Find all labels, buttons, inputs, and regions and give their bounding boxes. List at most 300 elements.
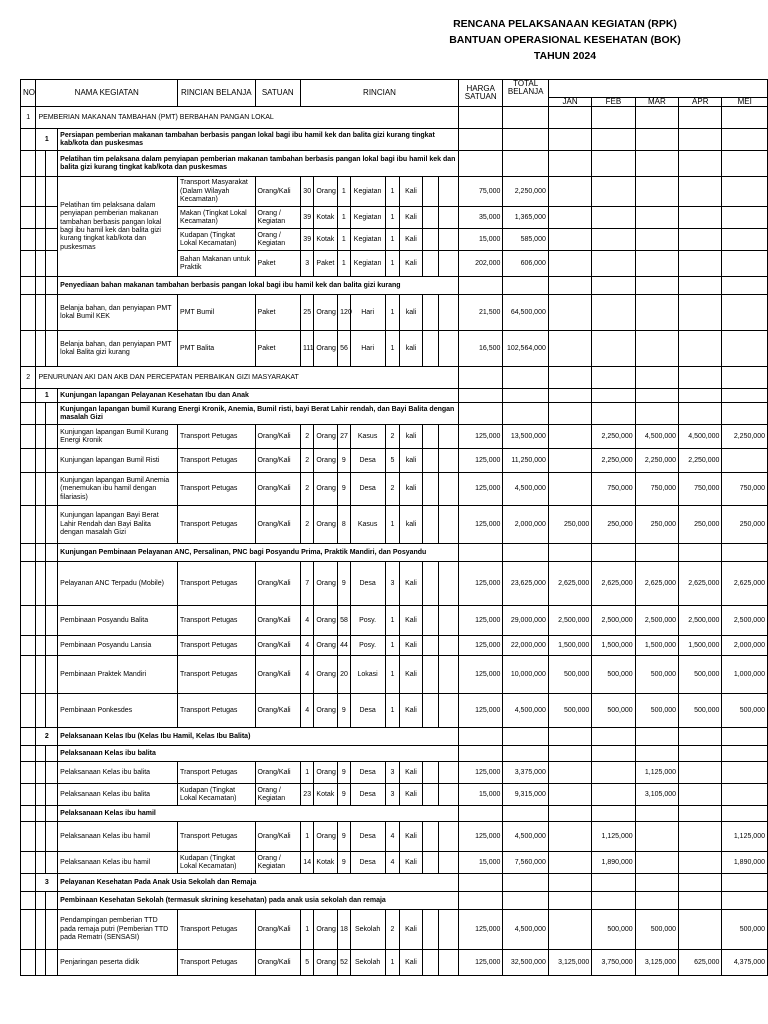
empty-cell (422, 910, 439, 950)
total-belanja: 102,564,000 (503, 331, 548, 367)
month-mei (722, 449, 768, 473)
kegiatan-name: Penjaringan peserta didik (58, 950, 178, 976)
empty-cell (439, 449, 459, 473)
empty-cell (503, 403, 548, 425)
empty-cell (21, 892, 36, 910)
empty-cell (635, 389, 678, 403)
month-mar (635, 207, 678, 229)
qty-3: 1 (385, 506, 399, 544)
empty-cell (21, 874, 36, 892)
table-row (21, 331, 768, 367)
qty-2: 9 (338, 822, 350, 852)
unit-1: Orang (314, 449, 338, 473)
empty-cell (45, 425, 57, 449)
harga-satuan: 75,000 (459, 177, 503, 207)
header-rincian-belanja: RINCIAN BELANJA (178, 80, 255, 107)
qty-1: 23 (300, 784, 313, 806)
empty-cell (548, 151, 591, 177)
qty-2: 9 (338, 852, 350, 874)
empty-cell (722, 129, 768, 151)
empty-cell (422, 425, 439, 449)
kegiatan-name: Kunjungan lapangan Bumil Risti (58, 449, 178, 473)
qty-1: 14 (300, 852, 313, 874)
empty-cell (36, 331, 45, 367)
empty-cell (36, 403, 45, 425)
empty-cell (21, 852, 36, 874)
month-mar: 500,000 (635, 910, 678, 950)
satuan: Paket (255, 251, 300, 277)
month-feb: 2,500,000 (592, 606, 635, 636)
month-mei: 2,250,000 (722, 425, 768, 449)
qty-3: 2 (385, 910, 399, 950)
unit-2: Posy. (350, 636, 385, 656)
satuan: Orang/Kali (255, 177, 300, 207)
month-mei (722, 207, 768, 229)
satuan: Orang/Kali (255, 473, 300, 506)
month-feb: 2,625,000 (592, 562, 635, 606)
table-body (21, 107, 768, 976)
harga-satuan: 125,000 (459, 506, 503, 544)
unit-3: kali (400, 425, 423, 449)
empty-cell (592, 544, 635, 562)
harga-satuan: 125,000 (459, 473, 503, 506)
empty-cell (679, 389, 722, 403)
unit-3: Kali (400, 656, 423, 694)
qty-3: 3 (385, 784, 399, 806)
empty-cell (503, 806, 548, 822)
qty-3: 3 (385, 762, 399, 784)
unit-3: Kali (400, 950, 423, 976)
empty-cell (722, 544, 768, 562)
month-jan: 1,500,000 (548, 636, 591, 656)
empty-cell (503, 389, 548, 403)
empty-cell (592, 129, 635, 151)
unit-1: Orang (314, 694, 338, 728)
qty-3: 5 (385, 449, 399, 473)
empty-cell (635, 277, 678, 295)
empty-cell (439, 506, 459, 544)
empty-cell (21, 694, 36, 728)
empty-cell (21, 910, 36, 950)
month-mar: 1,500,000 (635, 636, 678, 656)
month-apr: 500,000 (679, 656, 722, 694)
table-row (21, 852, 768, 874)
empty-cell (503, 367, 548, 389)
month-mar: 750,000 (635, 473, 678, 506)
unit-3: kali (400, 506, 423, 544)
empty-cell (21, 950, 36, 976)
harga-satuan: 125,000 (459, 606, 503, 636)
empty-cell (36, 207, 45, 229)
month-mei: 1,000,000 (722, 656, 768, 694)
month-mei (722, 762, 768, 784)
month-apr (679, 207, 722, 229)
total-belanja: 22,000,000 (503, 636, 548, 656)
unit-2: Kegiatan (350, 207, 385, 229)
month-feb: 250,000 (592, 506, 635, 544)
empty-cell (635, 892, 678, 910)
unit-2: Desa (350, 562, 385, 606)
subsection-title: Pelayanan Kesehatan Pada Anak Usia Sekolah dan Remaja (58, 874, 459, 892)
kegiatan-name: Pelaksanaan Kelas ibu balita (58, 784, 178, 806)
qty-2: 1 (338, 177, 350, 207)
empty-cell (36, 950, 45, 976)
table-row (21, 950, 768, 976)
qty-3: 1 (385, 295, 399, 331)
activity-title: Penyediaan bahan makanan tambahan berbasis pangan lokal bagi ibu hamil kek dan balita gizi kurang (58, 277, 459, 295)
empty-cell (439, 473, 459, 506)
subsection-number: 3 (36, 874, 58, 892)
empty-cell (459, 806, 503, 822)
month-feb: 500,000 (592, 910, 635, 950)
empty-cell (36, 506, 45, 544)
qty-2: 58 (338, 606, 350, 636)
total-belanja: 13,500,000 (503, 425, 548, 449)
empty-cell (422, 449, 439, 473)
month-mar (635, 295, 678, 331)
qty-3: 3 (385, 562, 399, 606)
harga-satuan: 125,000 (459, 762, 503, 784)
rincian-belanja: PMT Balita (178, 331, 255, 367)
unit-2: Desa (350, 694, 385, 728)
empty-cell (503, 728, 548, 746)
empty-cell (722, 403, 768, 425)
rincian-belanja: Transport Petugas (178, 762, 255, 784)
unit-2: Desa (350, 762, 385, 784)
empty-cell (21, 506, 36, 544)
empty-cell (548, 544, 591, 562)
qty-1: 2 (300, 425, 313, 449)
empty-cell (21, 806, 36, 822)
month-apr: 625,000 (679, 950, 722, 976)
qty-3: 1 (385, 694, 399, 728)
empty-cell (45, 229, 57, 251)
activity-title: Pembinaan Kesehatan Sekolah (termasuk skrining kesehatan) pada anak usia sekolah dan remaja (58, 892, 459, 910)
unit-2: Desa (350, 822, 385, 852)
empty-cell (45, 449, 57, 473)
empty-cell (45, 403, 57, 425)
month-jan (548, 822, 591, 852)
empty-cell (439, 762, 459, 784)
month-apr: 2,250,000 (679, 449, 722, 473)
empty-cell (439, 784, 459, 806)
unit-3: kali (400, 449, 423, 473)
qty-3: 1 (385, 606, 399, 636)
empty-cell (422, 562, 439, 606)
empty-cell (548, 367, 591, 389)
empty-cell (21, 746, 36, 762)
subsection-number: 2 (36, 728, 58, 746)
unit-3: Kali (400, 562, 423, 606)
satuan: Orang/Kali (255, 449, 300, 473)
empty-cell (459, 874, 503, 892)
empty-cell (21, 277, 36, 295)
unit-1: Orang (314, 656, 338, 694)
empty-cell (36, 694, 45, 728)
empty-cell (679, 129, 722, 151)
qty-2: 56 (338, 331, 350, 367)
empty-cell (36, 251, 45, 277)
header-apr: APR (679, 98, 722, 107)
empty-cell (592, 728, 635, 746)
empty-cell (422, 295, 439, 331)
qty-1: 3 (300, 251, 313, 277)
unit-1: Kotak (314, 784, 338, 806)
month-mei: 2,500,000 (722, 606, 768, 636)
empty-cell (592, 389, 635, 403)
empty-cell (439, 562, 459, 606)
empty-cell (422, 762, 439, 784)
empty-cell (722, 746, 768, 762)
activity-row (21, 806, 768, 822)
month-mei: 1,125,000 (722, 822, 768, 852)
unit-3: Kali (400, 784, 423, 806)
empty-cell (679, 151, 722, 177)
qty-2: 120 (338, 295, 350, 331)
qty-3: 4 (385, 822, 399, 852)
empty-cell (548, 107, 591, 129)
empty-cell (422, 331, 439, 367)
empty-cell (45, 806, 57, 822)
table-row (21, 425, 768, 449)
empty-cell (36, 295, 45, 331)
empty-cell (592, 277, 635, 295)
table-row (21, 784, 768, 806)
empty-cell (439, 606, 459, 636)
empty-cell (422, 694, 439, 728)
rincian-belanja: Transport Petugas (178, 425, 255, 449)
month-mar (635, 852, 678, 874)
empty-cell (548, 403, 591, 425)
subsection-row (21, 728, 768, 746)
month-mar (635, 822, 678, 852)
month-apr: 2,625,000 (679, 562, 722, 606)
empty-cell (503, 151, 548, 177)
kegiatan-name: Kunjungan lapangan Bayi Berat Lahir Rendah dan Bayi Balita dengan masalah Gizi (58, 506, 178, 544)
empty-cell (722, 151, 768, 177)
harga-satuan: 16,500 (459, 331, 503, 367)
unit-3: Kali (400, 636, 423, 656)
qty-1: 39 (300, 229, 313, 251)
month-mei (722, 229, 768, 251)
empty-cell (21, 295, 36, 331)
total-belanja: 4,500,000 (503, 694, 548, 728)
section-row (21, 107, 768, 129)
unit-2: Lokasi (350, 656, 385, 694)
rincian-belanja: Transport Petugas (178, 506, 255, 544)
unit-2: Desa (350, 852, 385, 874)
month-jan (548, 473, 591, 506)
qty-2: 9 (338, 784, 350, 806)
table-row (21, 694, 768, 728)
satuan: Orang/Kali (255, 425, 300, 449)
month-feb (592, 177, 635, 207)
section-title: PEMBERIAN MAKANAN TAMBAHAN (PMT) BERBAHAN PANGAN LOKAL (36, 107, 459, 129)
empty-cell (45, 762, 57, 784)
empty-cell (635, 874, 678, 892)
unit-3: Kali (400, 606, 423, 636)
qty-1: 39 (300, 207, 313, 229)
rincian-belanja: Transport Petugas (178, 606, 255, 636)
empty-cell (679, 874, 722, 892)
kegiatan-name: Belanja bahan, dan penyiapan PMT lokal Balita gizi kurang (58, 331, 178, 367)
empty-cell (439, 656, 459, 694)
table-row (21, 506, 768, 544)
month-apr (679, 822, 722, 852)
header-jan: JAN (548, 98, 591, 107)
table-row (21, 822, 768, 852)
month-apr: 1,500,000 (679, 636, 722, 656)
qty-2: 1 (338, 207, 350, 229)
month-apr: 500,000 (679, 694, 722, 728)
empty-cell (21, 331, 36, 367)
unit-3: Kali (400, 852, 423, 874)
empty-cell (21, 177, 36, 207)
empty-cell (439, 950, 459, 976)
empty-cell (722, 107, 768, 129)
unit-2: Desa (350, 784, 385, 806)
rincian-belanja: PMT Bumil (178, 295, 255, 331)
rincian-belanja: Transport Petugas (178, 562, 255, 606)
harga-satuan: 125,000 (459, 656, 503, 694)
month-mar (635, 177, 678, 207)
empty-cell (679, 107, 722, 129)
empty-cell (422, 177, 439, 207)
activity-row (21, 892, 768, 910)
empty-cell (45, 562, 57, 606)
table-row (21, 562, 768, 606)
qty-2: 1 (338, 229, 350, 251)
activity-title: Pelaksanaan Kelas ibu balita (58, 746, 459, 762)
harga-satuan: 125,000 (459, 449, 503, 473)
empty-cell (439, 910, 459, 950)
empty-cell (679, 544, 722, 562)
satuan: Orang / Kegiatan (255, 207, 300, 229)
empty-cell (45, 606, 57, 636)
empty-cell (36, 852, 45, 874)
subsection-row (21, 874, 768, 892)
month-mar: 2,625,000 (635, 562, 678, 606)
qty-3: 1 (385, 229, 399, 251)
kegiatan-name: Kunjungan lapangan Bumil Kurang Energi Kronik (58, 425, 178, 449)
total-belanja: 4,500,000 (503, 473, 548, 506)
empty-cell (722, 892, 768, 910)
header-rincian: RINCIAN (300, 80, 458, 107)
unit-3: Kali (400, 251, 423, 277)
qty-2: 9 (338, 449, 350, 473)
empty-cell (439, 425, 459, 449)
title-line-1: RENCANA PELAKSANAAN KEGIATAN (RPK) (453, 18, 677, 30)
month-mei (722, 295, 768, 331)
month-mar: 3,125,000 (635, 950, 678, 976)
empty-cell (21, 784, 36, 806)
qty-1: 4 (300, 694, 313, 728)
month-mar: 2,250,000 (635, 449, 678, 473)
empty-cell (503, 277, 548, 295)
empty-cell (45, 784, 57, 806)
empty-cell (635, 107, 678, 129)
total-belanja: 4,500,000 (503, 822, 548, 852)
empty-cell (548, 277, 591, 295)
activity-row (21, 403, 768, 425)
unit-3: kali (400, 331, 423, 367)
harga-satuan: 21,500 (459, 295, 503, 331)
unit-2: Desa (350, 473, 385, 506)
total-belanja: 2,250,000 (503, 177, 548, 207)
unit-1: Orang (314, 606, 338, 636)
empty-cell (422, 251, 439, 277)
month-jan (548, 852, 591, 874)
empty-cell (679, 403, 722, 425)
empty-cell (439, 331, 459, 367)
month-apr (679, 910, 722, 950)
empty-cell (36, 449, 45, 473)
empty-cell (21, 129, 36, 151)
month-mar (635, 229, 678, 251)
qty-3: 1 (385, 251, 399, 277)
satuan: Orang/Kali (255, 822, 300, 852)
empty-cell (45, 910, 57, 950)
empty-cell (459, 277, 503, 295)
empty-cell (45, 852, 57, 874)
unit-3: kali (400, 473, 423, 506)
satuan: Orang / Kegiatan (255, 784, 300, 806)
total-belanja: 29,000,000 (503, 606, 548, 636)
satuan: Orang/Kali (255, 762, 300, 784)
empty-cell (36, 473, 45, 506)
rincian-belanja: Transport Petugas (178, 910, 255, 950)
empty-cell (459, 367, 503, 389)
unit-3: Kali (400, 762, 423, 784)
header-mei: MEI (722, 98, 768, 107)
qty-1: 30 (300, 177, 313, 207)
qty-1: 4 (300, 656, 313, 694)
month-feb: 1,890,000 (592, 852, 635, 874)
qty-1: 1 (300, 910, 313, 950)
rincian-belanja: Kudapan (Tingkat Lokal Kecamatan) (178, 229, 255, 251)
empty-cell (45, 892, 57, 910)
empty-cell (459, 129, 503, 151)
harga-satuan: 125,000 (459, 910, 503, 950)
month-feb: 3,750,000 (592, 950, 635, 976)
empty-cell (422, 950, 439, 976)
kegiatan-name: Belanja bahan, dan penyiapan PMT lokal Bumil KEK (58, 295, 178, 331)
empty-cell (635, 544, 678, 562)
month-mar: 2,500,000 (635, 606, 678, 636)
kegiatan-name: Kunjungan lapangan Bumil Anemia (menemukan ibu hamil dengan filariasis) (58, 473, 178, 506)
total-belanja: 9,315,000 (503, 784, 548, 806)
satuan: Orang/Kali (255, 562, 300, 606)
total-belanja: 2,000,000 (503, 506, 548, 544)
empty-cell (635, 129, 678, 151)
empty-cell (722, 728, 768, 746)
month-mar: 500,000 (635, 656, 678, 694)
unit-2: Posy. (350, 606, 385, 636)
unit-1: Orang (314, 950, 338, 976)
unit-3: Kali (400, 822, 423, 852)
unit-2: Kasus (350, 506, 385, 544)
empty-cell (459, 403, 503, 425)
subsection-title: Pelaksanaan Kelas Ibu (Kelas Ibu Hamil, Kelas Ibu Balita) (58, 728, 459, 746)
rpk-table (20, 79, 768, 976)
total-belanja: 1,365,000 (503, 207, 548, 229)
qty-2: 44 (338, 636, 350, 656)
unit-2: Desa (350, 449, 385, 473)
unit-2: Kegiatan (350, 177, 385, 207)
month-apr (679, 229, 722, 251)
empty-cell (422, 207, 439, 229)
qty-2: 9 (338, 473, 350, 506)
